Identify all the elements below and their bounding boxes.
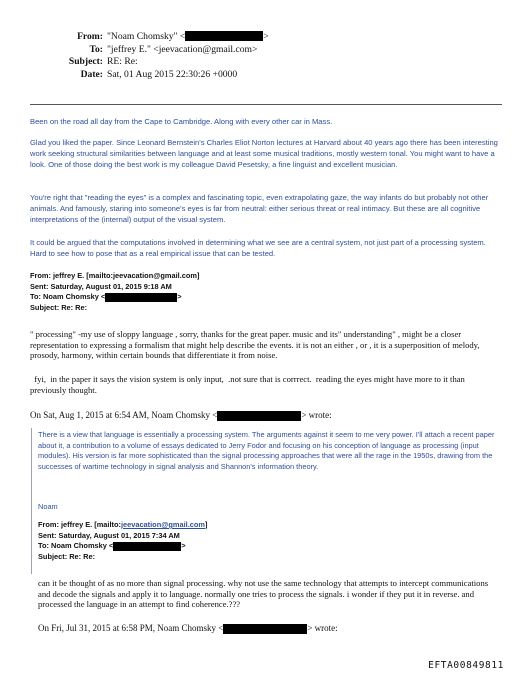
quote-bar — [31, 428, 32, 574]
reply-paragraph: Glad you liked the paper. Since Leonard Bernstein's Charles Eliot Norton lectures at Harvard about 40 years ago there has been interesting work seeking structural similarities between language and at least some musical traditions, mostly western tonal. You might want to have a look. One of those doing the best work is my colleague David Pesetsky, a fine linguist and excellent musician. — [30, 138, 498, 169]
forwarded-header — [38, 520, 207, 562]
quoted-signature: Noam — [38, 502, 58, 511]
redaction-bar — [185, 31, 263, 41]
header-date-row — [28, 69, 269, 82]
reply-paragraph: Been on the road all day from the Cape to Cambridge. Along with every other car in Mass. — [30, 117, 333, 126]
reply-paragraph: It could be argued that the computations involved in determining what we see are a central system, not just part of a processing system. Hard to see how to pose that as a real empirical issue that can be tested. — [30, 238, 486, 258]
header-from-row — [28, 31, 269, 44]
fwd-to-prefix: To: Noam Chomsky < — [30, 292, 106, 301]
header-subject-row — [28, 56, 269, 69]
to-label: To: — [89, 43, 103, 55]
fwd-from-prefix: From: jeffrey E. [mailto: — [38, 520, 121, 529]
email-link[interactable]: jeevacation@gmail.com — [120, 520, 205, 529]
wrote-prefix: On Sat, Aug 1, 2015 at 6:54 AM, Noam Chomsky < — [30, 410, 218, 420]
fwd-from — [38, 520, 207, 531]
header-divider — [30, 104, 502, 105]
message-paragraph: fyi, in the paper it says the vision system is only input, .not sure that is corrrect. reading the eyes might have more to it than previously thought. — [30, 374, 468, 395]
fwd-subject: Subject: Re: Re: — [30, 302, 88, 312]
fwd-sent: Sent: Saturday, August 01, 2015 7:34 AM — [38, 530, 180, 540]
fwd-to — [38, 541, 207, 552]
from-tail: > — [263, 31, 269, 42]
date-label: Date: — [80, 68, 103, 80]
wrote-suffix: > wrote: — [301, 410, 332, 420]
date-value: Sat, 01 Aug 2015 22:30:26 +0000 — [107, 68, 238, 80]
redaction-bar — [105, 293, 177, 302]
fwd-to-suffix: > — [177, 292, 182, 301]
wrote-line — [30, 410, 332, 421]
forwarded-header — [30, 271, 199, 313]
subject-value: RE: Re: — [107, 56, 138, 67]
reply-paragraph: You're right that "reading the eyes" is a complex and fascinating topic, even extrapolating gaze, the way infants do but probably not other animals. And famously, staring into someone's eyes is far from neutral: either serious threat or real intimacy. But these are all cognitive interpretations of the (internal) output of the visual system. — [30, 193, 489, 224]
redaction-bar — [217, 411, 301, 421]
from-label: From: — [77, 31, 103, 42]
fwd-subject: Subject: Re: Re: — [38, 551, 96, 561]
wrote-suffix: > wrote: — [307, 623, 338, 633]
from-value: "Noam Chomsky" < — [107, 31, 186, 42]
message-paragraph: can it be thought of as no more than signal processing. why not use the same technology that attempts to intercept communications and decode the signals and apply it to language. normally one tries to process the signals. i wonder if they put it in reverse. and processed the language in an attempt to find coherence.??? — [38, 578, 489, 610]
redaction-bar — [223, 624, 307, 634]
header-to-row — [28, 44, 269, 57]
message-paragraph: " processing" -my use of sloppy language , sorry, thanks for the great paper. music and its" understanding" , might be a closer representation to expressing a formalism that might help describe the events. it is not an either , or , it is a superposition of melody, prosody, harmony, within certain bounds that differentiate it from noise. — [30, 329, 480, 361]
fwd-to — [30, 292, 199, 303]
fwd-sent: Sent: Saturday, August 01, 2015 9:18 AM — [30, 281, 172, 291]
wrote-line — [38, 623, 338, 634]
fwd-to-prefix: To: Noam Chomsky < — [38, 541, 114, 550]
subject-label: Subject: — [68, 56, 103, 67]
redaction-bar — [113, 542, 181, 551]
fwd-from: From: jeffrey E. [mailto:jeevacation@gmail.com] — [30, 271, 200, 280]
quoted-paragraph: There is a view that language is essentially a processing system. The arguments against it seem to me very power. I'll attach a recent paper about it, a contribution to a volume of essays dedicated to Jerry Fodor and focusing on his conception of language as processing (input modules). His version is far more sophisticated than the signal processing approaches that were all the rage in the 1950s, drawing from the successes of wartime technology in signal analysis and Shannon's information theory. — [38, 430, 495, 471]
to-value: "jeffrey E." <jeevacation@gmail.com> — [107, 43, 258, 55]
fwd-from-suffix: ] — [204, 520, 208, 529]
bates-number: EFTA00849811 — [428, 660, 504, 671]
wrote-prefix: On Fri, Jul 31, 2015 at 6:58 PM, Noam Chomsky < — [38, 623, 224, 633]
fwd-to-suffix: > — [181, 541, 186, 550]
email-header — [28, 31, 269, 81]
